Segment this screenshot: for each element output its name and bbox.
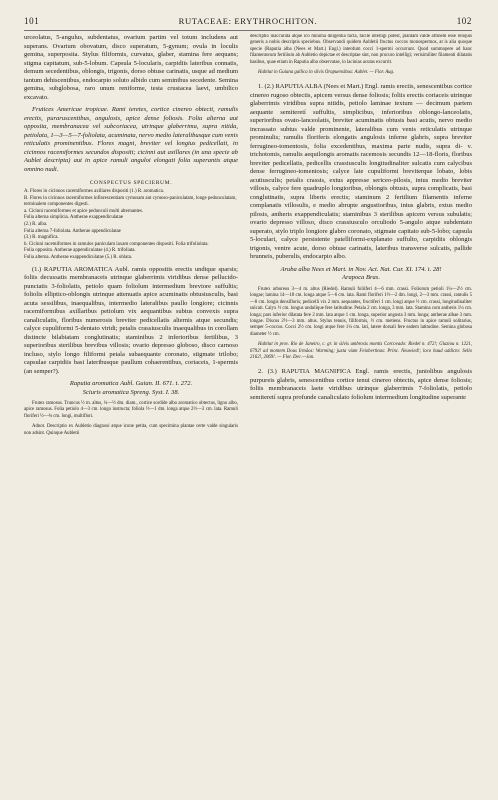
paragraph-adnotatio: Adnot. Descriptio ex Aubletio diagnosi atque icone petita, cum specimina plantae certe valde singularis non adsint. Quinque Aubletii [24, 424, 238, 436]
page-number-left: 101 [24, 16, 40, 26]
header-rule [24, 30, 472, 31]
genus-section: ERYTHROCHITON. [234, 16, 318, 26]
citation-aublet: Raputia aromatica Aubl. Guian. II. 671. t. 272. [69, 380, 193, 388]
paragraph-raputia-aromatica: (1.) RAPUTIA AROMATICA Aubl. ramis oppositis erectis undique sparsis; foliis decussatis membranaceis utrinque glaberrimis viridibus dense pellucido-punctatis 3-foliolatis, petiolo quam foliolum intermedium breviore suffultis; foliolis elliptico-oblongis utrinque attenuatis apice acuminatis obtusiusculis, basi acuta sessilibus, inaequalibus, intermedio lateralibus paullo longiore; cicinnis racemiformibus axillaribus petiolum vix aequantibus subtus convexis supra canaliculatis, floribus numerosis breviter pedicellatis alternis atque secundis; calyce cupuliformi 5-dentato viridi; petalis crassiusculis inaequalibus in corollam distincte bilabiatam conglutinatis; staminibus 2 inferioribus fertilibus, 3 superioribus sterilibus brevibus villosis; ovario depresso globoso, disco carnoso incluso, stylo longo filiformi petala subaequante coronato, stigmate trilobo; capsulae carpidiis basi lateribusque paullum cohaerentibus, coriaceis, 1-spermis (an semper?). [24, 265, 238, 375]
paragraph-flower-description: urceolatus, 5-angulus, subdentatus, ovarium partim vel totum includens aut superans. Ovarium obovatum, disco superatum, 5-gynum; ovula in loculis gemina, superposita. Stylus filiformis, curvatus, glaber, stamina fere aequans; stigma capitatum, sub-5-lobum. Capsula 5-locularis, carpidiis lateribus connatis, demum secedentibus, oblongis, trigonis, dorso obtuse carinatis, usque ad medium tantum dehiscentibus, endocarpio soluto albido cum seminibus secedente. Semina gemina, subglobosa, raro unum reniforme, testa crustacea laevi, umbilico excavato. [24, 34, 238, 101]
running-header [24, 16, 472, 28]
family-name: RUTACEAE: [178, 16, 232, 26]
key-line: Folia alterna simplicia. Antherae exappendiculatae [24, 215, 123, 221]
citation-sprengel: Sciuris aromatica Spreng. Syst. I. 38. [82, 388, 180, 396]
left-column [24, 34, 238, 792]
paragraph-adnotatio-continued: descriptio inaccurata atque ico minima diligentia facta, facile intelligi potest, plantam valde affinem esse reliquis generis a nobis descriptis speciebus. Observandi quidem Aubletii fructus coccos monospermos, at is alia quoque specie (Raputia alba (Nees et Mart.) Engl.) interdum cocci 1-spermi occurrunt. Quod summopere ad hanc filamentorum fertilium ab Aubletio depictae et descriptae sint, non procuro intelligi; verisimiliter filamenti dilatatis basibus, quae etiam in Raputia alba observatae, in lacinias acutas excurrit. [250, 34, 472, 65]
paragraph-frutex-aromatica: Frutex ramosus. Truncus ½ m. altus, ¼—½ dm. diam., cortice sordide albo aromatico obtectus, ligno albo, apice ramosus. Folia petiolo 4—3 cm. longo instructa; foliola ½—1 dm. longa atque 2½—3 cm. lata. Ramuli floriferi ½—¾ cm. longi, multiflori. [24, 401, 238, 419]
key-line: Folia opposita. Antherae appendiculatae (4.) R. trifoliata. [24, 248, 136, 254]
page-number-right: 102 [456, 16, 472, 26]
paragraph-raputia-alba: 1. (2.) RAPUTIA ALBA (Nees et Mart.) Engl. ramis erectis, senescentibus cortice cinereo rugoso obtectis, apicem versus dense foliosis; foliis erectis coriaceis utrinque glaberrimis viridibus supra nitidis, petiolo laminae textum — decimum partem aequante semiteretí suffultis, simplicibus, inferioribus oblongo-lanceolatis, superioribus ovato-lanceolatis, breviter acuminatis obtusis basi acutis, nervo medio incrassato subtus valde prominente, lateralibus cum venis reticulatis utrinque prominulis; ramulis floriferis elongatis angulosis inferne glabris, supra breviter ferrugineo-tomentosis, folia excedentibus, maxima parte nudis, supra di- v. trichotomis, ramulis aequilongis aromatis racemosis secundis 12—18-floris, floribus breviter pedicellatis, pedicellis crassiusculis longitudinaliter sulcatis cum calycibus dense ferrugineo-tomentosis; calyce late cupuliformi breviterque lobato, lobis acutiusculis; petalis crassis, extus appresse sericeo-pilosis, intus medio breviter villosis, calyce fere quadruplo longioribus, oblongis obtusis, supra complicatis, basi conglutinatis, supra liberis erectis; staminum 2 fertilium filamentis inferne complanatis villosulis, e medio abrupte angustioribus, intus glabris, extus medio pilosis, antheris exappendiculatis; staminibus 3 sterilibus apicem versus subulatis; ovario depresso villoso, disco crassiusculo orculiodo 5-angulo atque subdentato superato, stylo triplo longiore glabro coronato, stigmate capitato sub-5-lobo; capsula 5-loculari, calyce persistente patelliformi-explanato suffulto, carpidiis oblongis trigonis, ventre acute, dorso obtuse carinatis, lateribus transverse sulcatis, pallide brunneis, puberulis, endocarpio albo. [250, 83, 472, 261]
conspectus-title: CONSPECTUS SPECIERUM. [89, 180, 173, 186]
key-line: (2.) R. alba. [24, 221, 48, 227]
paragraph-frutex-alba: Frutex arboreus 3—4 m. altus (Riedel). Ramuli foliiferi 4—6 mm. crassi. Foliorum petioli 1¼—2½ cm. longae; lamina 14—18 cm. longa atque 5—6 cm. lata. Rami floriferi 1½—2 dm. longi, 2—3 mm. crassi, ramulis 5—8 cm. longis densifloris; pedicelli vix 2 mm. aequantes, fructiferi 1 cm. longi atque ½ cm. crassi, longitudinaliter sulcati. Calyx ½ cm. longus undulique fere latitudine. Petala 2 cm. longa, 3 mm. lata. Stamina cum antheris 1¼ cm. longa; pars inferior dilatata fere 2 mm. lata atque 1 cm. longa, superior angusta 3 mm. longa; antherae albae 3 mm. longae. Discus 2½—3 mm. altus. Stylus tenuis, filiformis, ½ cm. metiens. Fructus in apice ramuli solitarius, semper 5-coccus. Cocci 2½ cm. longi atque fere 1¼ cm. lati, latere dorsali fere eadem latitudine. Semina globosa diameter ½ cm. [250, 286, 472, 337]
citation-nees-mart: Aruba alba Nees et Mart. in Nov. Act. Nat. Cur. XI. 174. t. 28! [280, 265, 442, 273]
key-line: A. Flores in cicinnos racemiformes axillares dispositi (1.) R. aromatica. [24, 189, 165, 194]
key-line: b. Cicinni racemiformes in ramulos paniculam laxam componentes dispositi. Folia trifoliolata. [24, 241, 209, 247]
paragraph-raputia-magnifica: 2. (3.) RAPUTIA MAGNIFICA Engl. ramis erectis, juniolibus angulosis purpureis glabris, senescentibus cortice tenui cinereo obtectis, apice dense foliosis; foliis membranaceis laete viridibus utrinque glaberrimis 7-foliolatis, petiolo semiteretí supra profunde canaliculato foliolum intermedium longitudine superante [250, 368, 472, 401]
right-column [250, 34, 472, 792]
key-line: (3.) R. magnifica. [24, 235, 59, 241]
header-title [24, 16, 472, 26]
paragraph-genus-habit: Frutices Americae tropicae. Rami teretes, cortice cinereo obtecti, ramulis erectis, puraruscentibus, angulosis, apice dense foliosis. Folia alterna aut opposita, membranacea vel subcoriacea, utrinque glaberrima, supra nitida, petiolata, 1—3—5—7-foliolata, acuminata, nervo medio lateralibusque cum venis reticulatis prominentibus. Flores magni, breviter vel longius pedicellati, in cicinnos racemiformes secundos dispositi; cicinni aut axillares (in una specie ab Aublet descripta) aut in apice ramuli anguloi elongati folia superantis atque omnino nudi. [24, 106, 238, 173]
key-line: Folia alterna 7-foliolata. Antherae appendiculatae [24, 228, 121, 234]
species-key [24, 189, 238, 262]
key-line: Folia alterna. Antherae exappendiculatae (5.) R. oblata. [24, 254, 133, 260]
key-line: a. Cicinni racemiformes et apice pedunculi multi alternantes. [24, 208, 144, 214]
habitat-alba: Habitat in prov. Rio de Janeiro, c. gr. in silvis umbrosis montis Corcovado: Riedel n. 472!; Glaziou n. 1221, 6792! ad montem Dous Irmãos: Warming; juxta viam Feiobertinas: Princ. Neuwied!; loco haud addicto: Sello 2162!, 2069!. — Flor. Dec.—Jan. [250, 342, 472, 360]
vernacular-name: Arapoca Bras. [342, 274, 380, 282]
key-line: B. Flores in cicinnos racemiformes inflorescentiam cymosam aut cymoso-paniculatam, longe pedunculatam, terminalem componentes digesti. [24, 195, 237, 208]
habitat-aromatica: Habitat in Guiana gallica in silvis Orapuensibus: Aublet. — Flor. Aug. [258, 70, 395, 76]
